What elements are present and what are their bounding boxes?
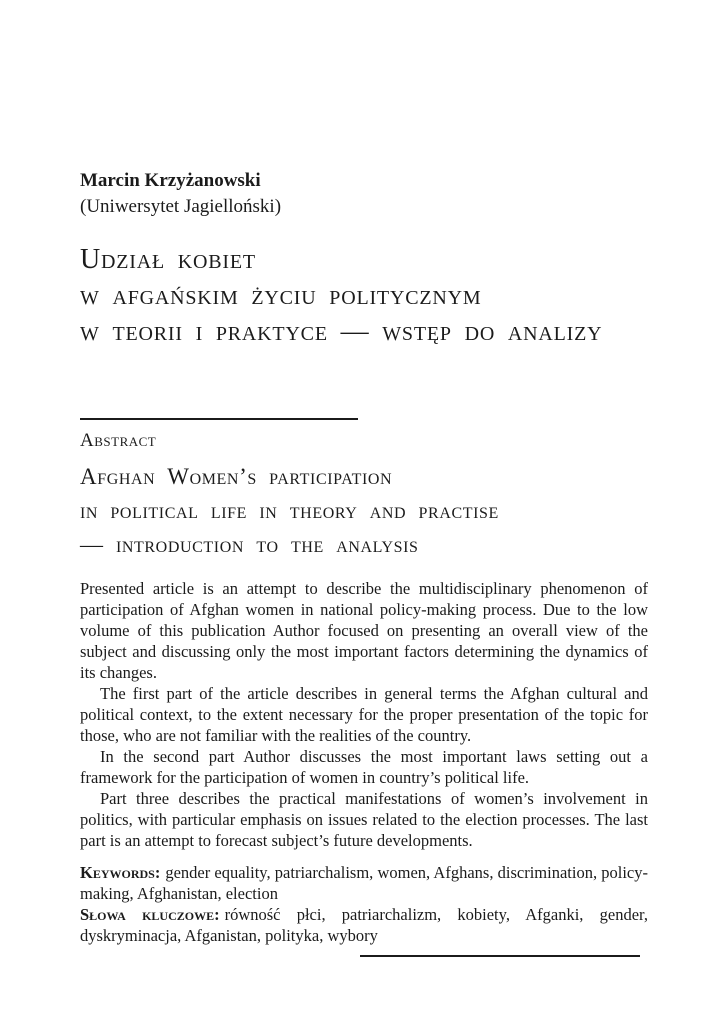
keywords-section xyxy=(80,862,648,946)
abstract-paragraph-3: In the second part Author discusses the most important laws setting out a framework for the participation of women in country’s political life. xyxy=(80,747,648,787)
abstract-paragraph-1: Presented article is an attempt to describe the multidisciplinary phenomenon of participation of Afghan women in national policy-making process. Due to the low volume of this publication Author focused on presenting an overall view of the subject and discussing only the most important factors determining the dynamics of its changes. xyxy=(80,579,648,682)
abstract-label: Abstract xyxy=(80,430,157,451)
keywords-pl-line xyxy=(80,904,648,946)
author-affiliation: (Uniwersytet Jagielloński) xyxy=(80,196,282,217)
article-title-line-3: w teorii i praktyce — wstęp do analizy xyxy=(80,316,603,347)
abstract-body xyxy=(80,578,648,851)
keywords-en-label: Keywords: xyxy=(80,863,161,882)
article-title-line-2: w afgańskim życiu politycznym xyxy=(80,280,482,311)
abstract-title-line-3: — introduction to the analysis xyxy=(80,532,419,557)
keywords-en-line xyxy=(80,862,648,904)
abstract-title-line-2: in political life in theory and practise xyxy=(80,498,499,523)
author-name: Marcin Krzyżanowski xyxy=(80,170,261,191)
abstract-paragraph-4: Part three describes the practical manifestations of women’s involvement in politics, with particular emphasis on issues related to the election processes. The last part is an attempt to forecast subject’s future developments. xyxy=(80,789,648,850)
keywords-pl-text: równość płci, patriarchalizm, kobiety, Afganki, gender, dyskryminacja, Afganistan, polityka, wybory xyxy=(80,905,649,945)
abstract-title-line-1: Afghan Women’s participation xyxy=(80,464,393,489)
article-title xyxy=(80,242,648,350)
abstract-paragraph-2: The first part of the article describes in general terms the Afghan cultural and political context, to the extent necessary for the proper presentation of the topic for those, who are not familiar with the realities of the country. xyxy=(80,684,648,745)
abstract-divider-rule xyxy=(80,418,358,420)
page-content xyxy=(80,168,648,957)
keywords-en-text: gender equality, patriarchalism, women, Afghans, discrimination, policy-making, Afghanistan, election xyxy=(80,863,648,903)
article-title-line-1: Udział kobiet xyxy=(80,244,256,275)
footer-divider-rule xyxy=(360,955,640,957)
keywords-pl-label: Słowa kluczowe: xyxy=(80,905,220,924)
abstract-title xyxy=(80,460,648,562)
